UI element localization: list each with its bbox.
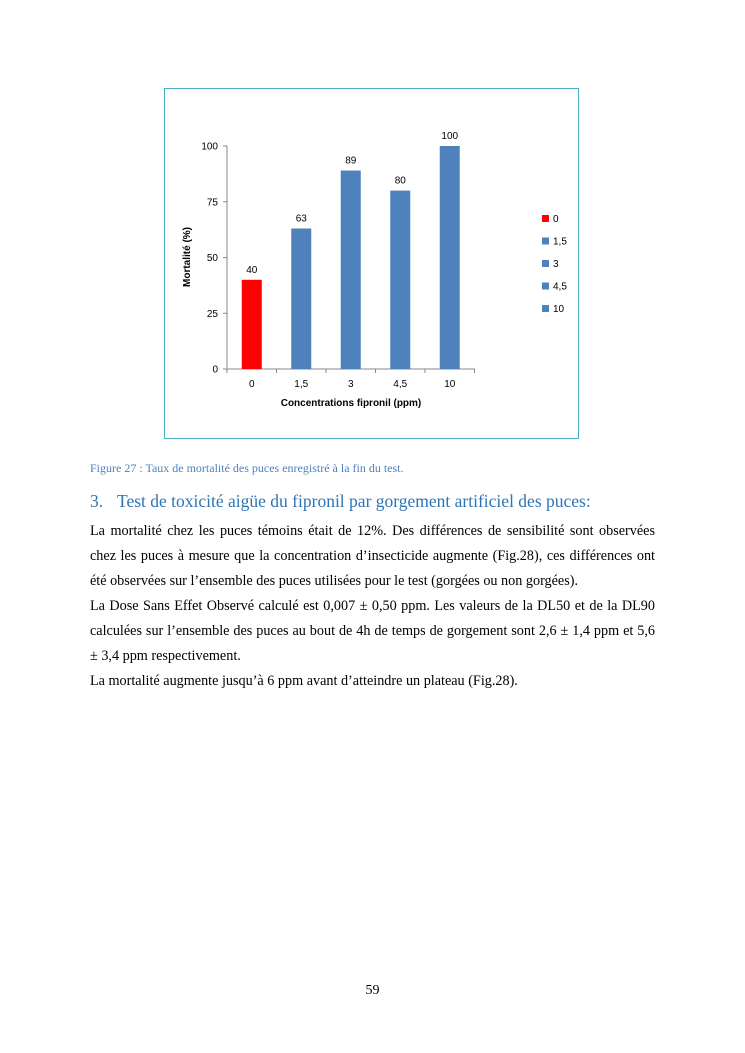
paragraph-1: La mortalité chez les puces témoins était de 12%. Des différences de sensibilité sont observées chez les puces à mesure que la concentration d’insecticide augmente (Fig.28), ces différences ont été observées sur l’ensemble des puces utilisées pour le test (gorgées ou non gorgées).	[90, 523, 655, 589]
bar-4-5	[390, 191, 410, 369]
legend-label: 10	[553, 304, 565, 315]
y-tick-label: 0	[212, 364, 218, 376]
figure-caption: Figure 27 : Taux de mortalité des puces enregistré à la fin du test.	[90, 461, 404, 475]
x-tick-label: 3	[347, 379, 354, 390]
x-tick-label: 1,5	[294, 379, 309, 390]
paragraph-3: La mortalité augmente jusqu’à 6 ppm avant d’atteindre un plateau (Fig.28).	[90, 673, 518, 689]
legend-label: 4,5	[553, 281, 567, 293]
y-tick-label: 25	[206, 308, 218, 320]
section-number: 3.	[90, 491, 104, 511]
bar-1-5	[291, 229, 311, 369]
chart-frame	[164, 88, 579, 439]
y-axis-title: Mortalité (%)	[182, 227, 193, 287]
bar-0	[242, 280, 262, 369]
section-title: Test de toxicité aigüe du fipronil par gorgement artificiel des puces:	[117, 491, 591, 511]
bar-value-label: 80	[394, 175, 406, 187]
x-tick-label: 4,5	[393, 379, 408, 390]
legend-swatch	[542, 283, 549, 290]
x-axis-title: Concentrations fipronil (ppm)	[280, 398, 422, 409]
legend-swatch	[542, 305, 549, 312]
bar-3	[341, 171, 361, 369]
y-tick-label: 50	[206, 253, 218, 264]
paragraph-2: La Dose Sans Effet Observé calculé est 0,007 ± 0,50 ppm. Les valeurs de la DL50 et de la DL90 calculées sur l’ensemble des puces au bout de 4h de temps de gorgement sont 2,6 ± 1,4 ppm et 5,6 ± 3,4 ppm respectivement.	[90, 598, 655, 664]
bar-value-label: 89	[345, 155, 357, 167]
y-tick-label: 75	[206, 197, 218, 209]
x-tick-label: 10	[444, 379, 456, 390]
bar-10	[440, 146, 460, 369]
y-tick-label: 100	[201, 141, 218, 153]
legend-label: 3	[553, 259, 559, 270]
bar-value-label: 40	[246, 264, 258, 276]
mortality-bar-chart	[165, 89, 580, 440]
legend-label: 1,5	[553, 236, 567, 248]
legend-swatch	[542, 238, 549, 245]
page-number: 59	[365, 983, 380, 998]
bar-value-label: 63	[295, 213, 307, 225]
section-heading	[90, 491, 591, 512]
bar-value-label: 100	[441, 131, 459, 142]
legend-swatch	[542, 215, 549, 222]
legend-label: 0	[553, 214, 559, 225]
x-tick-label: 0	[248, 379, 255, 390]
legend-swatch	[542, 260, 549, 267]
body-text	[90, 519, 655, 694]
